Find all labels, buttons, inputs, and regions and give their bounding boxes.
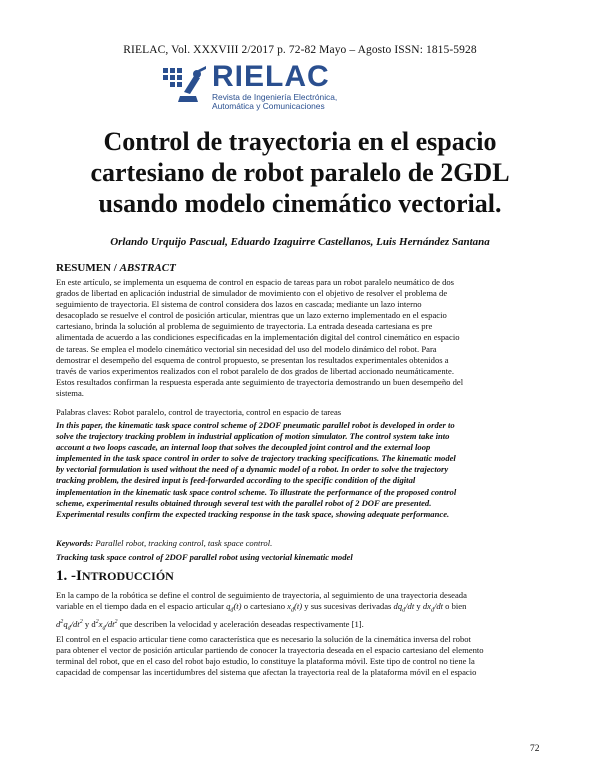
resumen-heading-en: ABSTRACT — [119, 262, 176, 274]
keywords — [56, 538, 272, 549]
abstract-line: tracking problem, the desired input is feed-forwarded according to the specific condition of the digital — [56, 475, 416, 486]
intro-p2-line: terminal del robot, que en el caso del robot bajo estudio, lo constituye la plataforma móvil. Este tipo de control no tiene la — [56, 656, 475, 667]
resumen-body — [56, 277, 546, 399]
intro-paragraph-2 — [56, 634, 546, 678]
abstract-line: In this paper, the kinematic task space control scheme of 2DOF pneumatic parallel robot is developed in order to — [56, 420, 455, 430]
title-line-3: usando modelo cinemático vectorial. — [98, 189, 502, 218]
abstract-line: Experimental results confirm the expected tracking response in the task space, showing adequate performance. — [56, 508, 450, 519]
resumen-line: través de varios experimentos realizados con el robot paralelo de dos grados de libertad accionado neumáticamente. — [56, 365, 455, 376]
resumen-line: de tareas. Se emplea el modelo cinemático vectorial sin necesidad del uso del modelo dinámico del robot. Para — [56, 343, 437, 354]
resumen-line: seguimiento de trayectoria. El sistema de control considera dos lazos en cascada; mediante un lazo interno — [56, 299, 422, 310]
section-number: 1. - — [56, 568, 76, 584]
intro-p2-line: para obtener el vector de posición articular partiendo de conocer la trayectoria deseada en el espacio cartesiano del elemento — [56, 645, 484, 656]
logo-subtitle-line1: Revista de Ingeniería Electrónica, — [212, 92, 338, 102]
section-title-rest: NTRODUCCIÓN — [81, 569, 174, 583]
authors: Orlando Urquijo Pascual, Eduardo Izaguirre Castellanos, Luis Hernández Santana — [110, 236, 490, 248]
resumen-line: sistema. — [56, 387, 84, 398]
journal-citation-header: RIELAC, Vol. XXXVIII 2/2017 p. 72-82 Mayo – Agosto ISSN: 1815-5928 — [123, 44, 477, 56]
abstract-line: by vectorial formulation is used without the need of a dynamic model of a robot. In order to solve the trajectory — [56, 464, 449, 475]
resumen-line: alimentada de acuerdo a las condiciones especificadas en la implementación digital del control cinemático en espacio — [56, 332, 460, 343]
keywords-label: Keywords: — [56, 538, 94, 548]
section-heading-introduccion — [56, 568, 174, 585]
intro-p2-line: El control en el espacio articular tiene como característica que es necesario la solución de la cinemática inversa del robot — [56, 634, 471, 644]
keywords-text: Parallel robot, tracking control, task space control. — [93, 538, 273, 548]
section-title-initial: I — [76, 568, 82, 584]
logo-subtitle-line2: Automática y Comunicaciones — [212, 101, 325, 111]
intro-p1-line2: variable en el tiempo dada en el espacio articular $q_d(t)$ o cartesiano $x_d(t)$ y sus sucesivas derivadas $dq_d/dt$ y $dx_d/dt$ o bien — [56, 601, 467, 614]
palabras-claves: Palabras claves: Robot paralelo, control de trayectoria, control en espacio de tareas — [56, 407, 342, 417]
title-line-2: cartesiano de robot paralelo de 2GDL — [90, 158, 510, 187]
rielac-logo — [160, 60, 380, 110]
resumen-heading-es: RESUMEN / — [56, 262, 120, 274]
english-title: Tracking task space control of 2DOF parallel robot using vectorial kinematic model — [56, 552, 353, 562]
abstract-line: solve the trajectory tracking problem in industrial application of motion simulator. The control system take into — [56, 431, 450, 442]
paper-title — [30, 126, 570, 219]
intro-paragraph-1 — [56, 590, 546, 635]
abstract-line: scheme, experimental results obtained through several test with the parallel robot of 2 DOF are presented. — [56, 497, 432, 508]
resumen-heading — [56, 262, 176, 274]
resumen-line: cartesiano, brinda la solución al problema de seguimiento de trayectoria. La entrada deseada cartesiana es pre — [56, 321, 433, 332]
intro-p1-line3: $d^2q_d/dt^2$ y $d^2x_d/dt^2$ que describen la velocidad y aceleración deseadas respectivamente [1]. — [56, 618, 364, 632]
resumen-line: Estos resultados confirman la respuesta esperada ante seguimiento de trayectoria demostrando un buen desempeño del — [56, 376, 464, 387]
resumen-line: En este artículo, se implementa un esquema de control en espacio de tareas para un robot paralelo neumático de dos — [56, 277, 455, 287]
logo-wordmark: RIELAC — [212, 60, 330, 93]
abstract-line: implementation in the kinematic task space control scheme. To illustrate the performance of the proposed control — [56, 486, 457, 497]
robot-arm-logo-icon — [160, 62, 208, 106]
resumen-line: demostrar el desempeño del esquema de control propuesto, se presentan los resultados experimentales obtenidos a — [56, 354, 449, 365]
intro-p1-line1: En la campo de la robótica se define el control de seguimiento de trayectoria, al seguimiento de una trayectoria deseada — [56, 590, 467, 600]
intro-p2-line: capacidad de compensar las incertidumbres del sistema que afectan la trayectoria real de la plataforma móvil en el espacio — [56, 667, 477, 678]
abstract-body — [56, 420, 546, 520]
abstract-line: account a two loops cascade, an internal loop that solves the decoupled joint control and the external loop — [56, 442, 431, 453]
resumen-line: grados de libertad en aplicación industrial de simulador de movimiento con el objetivo de resolver el problema de — [56, 288, 448, 299]
resumen-line: desacoplado se resuelve el control de posición articular, mientras que un lazo externo implementado en el espacio — [56, 310, 447, 321]
page-number: 72 — [530, 744, 540, 754]
abstract-line: implemented in the task space control in order to solve de trajectory tracking specifications. The kinematic model — [56, 453, 456, 464]
title-line-1: Control de trayectoria en el espacio — [103, 127, 497, 156]
